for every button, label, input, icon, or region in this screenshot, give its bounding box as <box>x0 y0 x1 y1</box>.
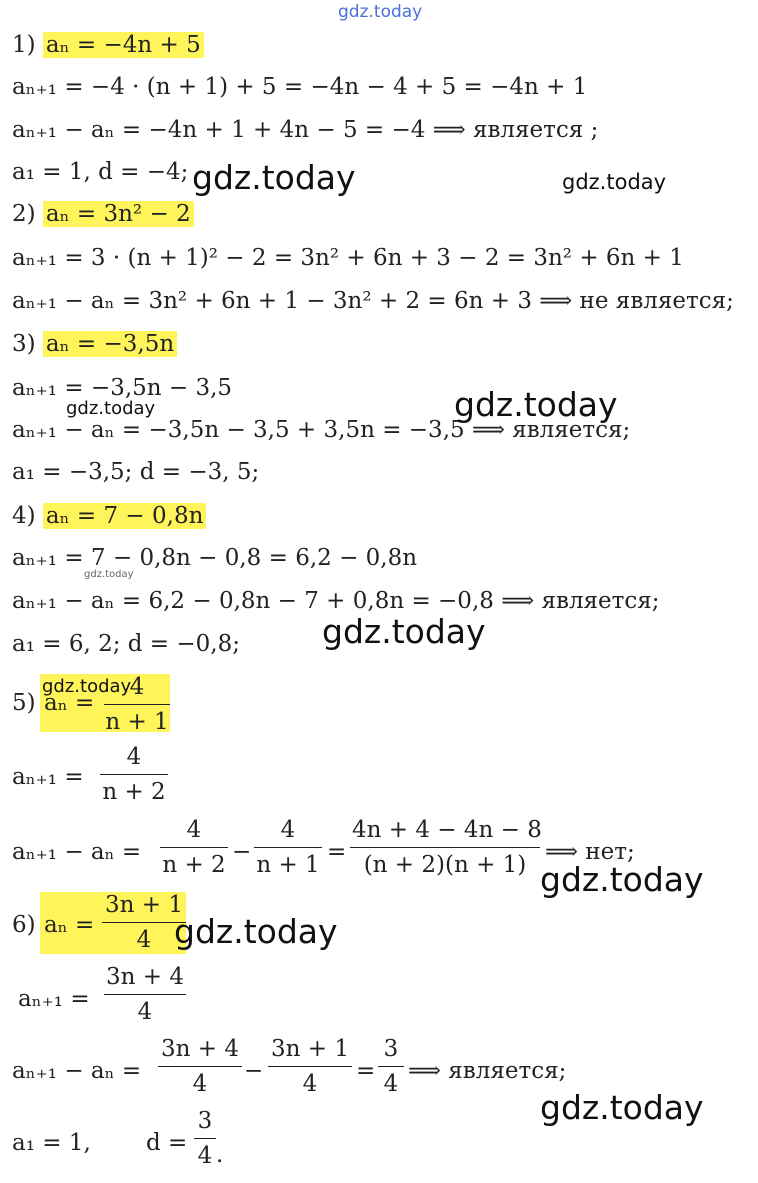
problem-6-diff-fraction-1 <box>158 1034 242 1099</box>
watermark-top: gdz.today <box>338 2 423 22</box>
problem-4-formula: aₙ = 7 − 0,8n <box>43 503 206 529</box>
problem-6-label: 6) <box>12 912 36 938</box>
fraction-numerator: 3 <box>194 1106 216 1139</box>
problem-5-verdict: ⟹ нет; <box>545 839 635 865</box>
problem-4-next-term: aₙ₊₁ = 7 − 0,8n − 0,8 = 6,2 − 0,8n <box>12 545 418 571</box>
problem-5-diff-lhs: aₙ₊₁ − aₙ = <box>12 839 142 865</box>
fraction-denominator: n + 1 <box>104 704 170 737</box>
problem-1-label: 1) <box>12 32 36 58</box>
fraction-denominator: n + 1 <box>256 852 320 878</box>
problem-6-diff-fraction-2 <box>268 1034 352 1099</box>
fraction-numerator: 4n + 4 − 4n − 8 <box>350 815 540 848</box>
watermark: gdz.today <box>322 612 486 651</box>
problem-1-header <box>12 30 204 60</box>
problem-6-first-term: a₁ = 1, <box>12 1130 91 1156</box>
problem-6-verdict: ⟹ является; <box>408 1058 567 1084</box>
problem-6-lhs: aₙ = <box>44 912 95 938</box>
problem-6-diff-fraction-3 <box>378 1034 404 1099</box>
problem-6-equals: = <box>356 1058 376 1084</box>
fraction-denominator: (n + 2)(n + 1) <box>363 852 527 878</box>
fraction-denominator: 4 <box>136 927 152 953</box>
problem-2-next-term: aₙ₊₁ = 3 · (n + 1)² − 2 = 3n² + 6n + 3 − 2 = 3n² + 6n + 1 <box>12 245 684 271</box>
problem-3-parameters: a₁ = −3,5; d = −3, 5; <box>12 459 260 485</box>
fraction-denominator: 4 <box>302 1071 318 1097</box>
watermark: gdz.today <box>540 1088 704 1127</box>
problem-4-label: 4) <box>12 503 36 529</box>
fraction-denominator: 4 <box>197 1143 213 1169</box>
problem-6-minus: − <box>244 1058 264 1084</box>
problem-5-minus: − <box>232 839 252 865</box>
problem-6-d-label: d = <box>146 1130 188 1156</box>
watermark: gdz.today <box>84 569 134 580</box>
fraction-numerator: 3 <box>378 1034 404 1067</box>
fraction-denominator: 4 <box>383 1071 399 1097</box>
problem-5-diff-fraction-1 <box>160 815 228 880</box>
watermark: gdz.today <box>192 158 356 197</box>
problem-4-header <box>12 501 206 531</box>
fraction-denominator: 4 <box>137 999 153 1025</box>
fraction-numerator: 3n + 4 <box>104 962 186 995</box>
problem-1-difference: aₙ₊₁ − aₙ = −4n + 1 + 4n − 5 = −4 ⟹ является ; <box>12 117 599 143</box>
problem-6-next-lhs: aₙ₊₁ = <box>18 986 90 1012</box>
problem-2-formula: aₙ = 3n² − 2 <box>43 201 194 227</box>
fraction-numerator: 3n + 1 <box>102 890 186 923</box>
watermark: gdz.today <box>454 385 618 424</box>
problem-6-d-fraction <box>194 1106 216 1171</box>
problem-6-diff-lhs: aₙ₊₁ − aₙ = <box>12 1058 142 1084</box>
problem-2-header <box>12 199 194 229</box>
problem-5-diff-fraction-2 <box>254 815 322 880</box>
fraction-denominator: 4 <box>192 1071 208 1097</box>
fraction-denominator: n + 2 <box>162 852 226 878</box>
fraction-numerator: 4 <box>160 815 228 848</box>
problem-5-diff-fraction-3 <box>350 815 540 880</box>
problem-1-parameters: a₁ = 1, d = −4; <box>12 159 189 185</box>
fraction-numerator: 4 <box>100 742 168 775</box>
problem-3-next-term: aₙ₊₁ = −3,5n − 3,5 <box>12 375 233 401</box>
problem-5-label: 5) <box>12 690 36 716</box>
problem-3-formula: aₙ = −3,5n <box>43 331 177 357</box>
problem-5-next-lhs: aₙ₊₁ = <box>12 764 84 790</box>
problem-5-equals: = <box>327 839 347 865</box>
problem-6-next-fraction <box>104 962 186 1027</box>
problem-4-difference: aₙ₊₁ − aₙ = 6,2 − 0,8n − 7 + 0,8n = −0,8 ⟹ является; <box>12 588 660 614</box>
problem-2-label: 2) <box>12 201 36 227</box>
watermark: gdz.today <box>540 860 704 899</box>
problem-4-parameters: a₁ = 6, 2; d = −0,8; <box>12 631 240 657</box>
problem-1-formula: aₙ = −4n + 5 <box>43 32 204 58</box>
watermark: gdz.today <box>174 912 338 951</box>
problem-6-period: . <box>216 1142 224 1168</box>
problem-5-next-fraction <box>100 742 168 807</box>
problem-3-difference: aₙ₊₁ − aₙ = −3,5n − 3,5 + 3,5n = −3,5 ⟹ является; <box>12 417 631 443</box>
fraction-numerator: 3n + 4 <box>158 1034 242 1067</box>
watermark: gdz.today <box>42 676 132 697</box>
watermark: gdz.today <box>66 398 156 419</box>
fraction-denominator: n + 2 <box>102 779 166 805</box>
problem-3-header <box>12 329 177 359</box>
problem-2-difference: aₙ₊₁ − aₙ = 3n² + 6n + 1 − 3n² + 2 = 6n + 3 ⟹ не является; <box>12 288 734 314</box>
fraction-numerator: 4 <box>254 815 322 848</box>
watermark: gdz.today <box>562 170 667 194</box>
problem-3-label: 3) <box>12 331 36 357</box>
fraction-numerator: 4 <box>129 674 145 700</box>
fraction-numerator: 3n + 1 <box>268 1034 352 1067</box>
problem-5-lhs: aₙ = <box>44 690 95 716</box>
problem-1-next-term: aₙ₊₁ = −4 · (n + 1) + 5 = −4n − 4 + 5 = −4n + 1 <box>12 74 588 100</box>
